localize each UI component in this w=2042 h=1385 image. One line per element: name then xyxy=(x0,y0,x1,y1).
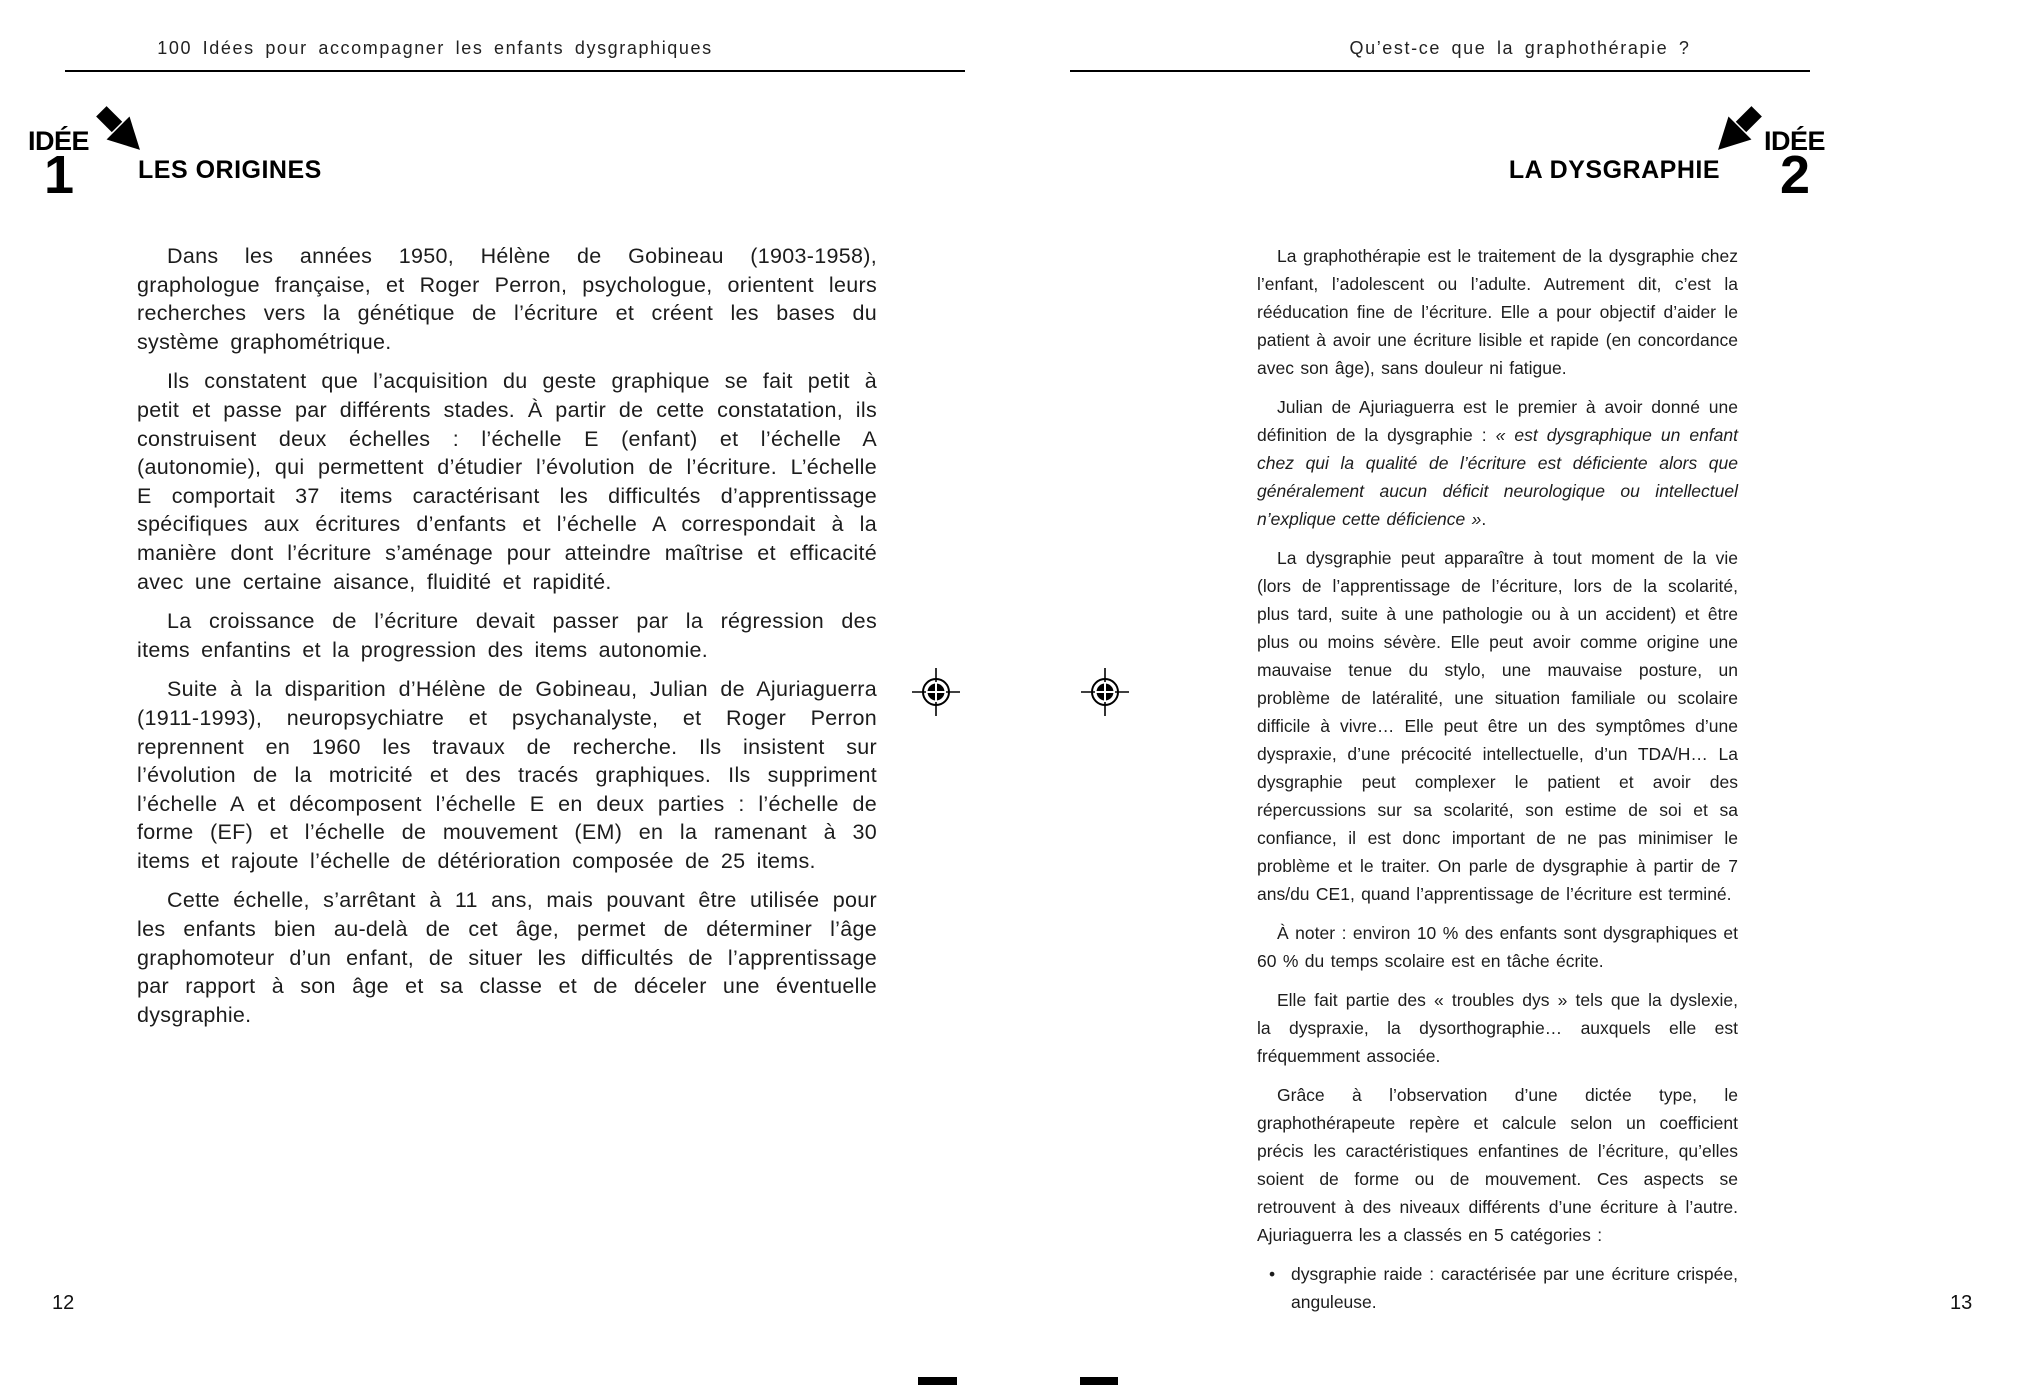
paragraph: Grâce à l’observation d’une dictée type, le graphothérapeute repère et calcule selon un coefficient précis les caractéristiques enfantines de l’écriture, qu’elles soient de forme ou de mouvement. Ces aspects se retrouvent à des niveaux différents d’une écriture à l’autre. Ajuriaguerra les a classés en 5 catégories : xyxy=(1257,1085,1738,1245)
header-rule-right xyxy=(1070,70,1810,72)
registration-mark-icon xyxy=(912,668,960,716)
paragraph: Ils constatent que l’acquisition du geste graphique se fait petit à petit et passe par différents stades. À partir de cette constatation, ils construisent deux échelles : l’échelle E (enfant) et l’échelle A (autonomie), qui permettent d’étudier l’évolution de l’écriture. L’échelle E comportait 37 items caractérisant les difficultés d’apprentissage spécifiques aux écritures d’enfants et l’échelle A correspondait à la manière dont l’écriture s’aménage pour atteindre maîtrise et efficacité avec une certaine aisance, fluidité et rapidité. xyxy=(137,369,877,594)
page-number-right: 13 xyxy=(1950,1292,1973,1314)
chapter-title-left: LES ORIGINES xyxy=(138,156,322,184)
header-rule-left xyxy=(65,70,965,72)
paragraph: La dysgraphie peut apparaître à tout moment de la vie (lors de l’apprentissage de l’écriture, lors de la scolarité, plus tard, suite à une pathologie ou à un accident) et être plus ou moins sévère. Elle peut avoir comme origine une mauvaise tenue du stylo, une mauvaise posture, un problème de latéralité, une situation familiale ou scolaire difficile à vivre… Elle peut être un des symptômes d’une dyspraxie, d’une précocité intellectuelle, d’un TDA/H… La dysgraphie peut complexer le patient et avoir des répercussions sur sa scolarité, son estime de soi et sa confiance, il est donc important de ne pas minimiser le problème et le traiter. On parle de dysgraphie à partir de 7 ans/du CE1, quand l’apprentissage de l’écriture est terminé. xyxy=(1257,548,1738,904)
bullet-text: dysgraphie raide : caractérisée par une écriture crispée, anguleuse. xyxy=(1291,1264,1738,1312)
idea-label-left: IDÉE xyxy=(28,126,90,156)
idea-number-right: 2 xyxy=(1780,145,1811,205)
registration-mark-icon xyxy=(1081,668,1129,716)
trim-mark xyxy=(1080,1377,1118,1385)
definition-paragraph xyxy=(1257,393,1738,533)
chapter-title-right: LA DYSGRAPHIE xyxy=(1508,156,1720,184)
idea-number-left: 1 xyxy=(44,145,75,205)
idea-label-right: IDÉE xyxy=(1764,126,1826,156)
arrow-down-right-icon xyxy=(94,104,140,157)
bullet-marker: • xyxy=(1269,1264,1276,1284)
definition-quote: « est dysgraphique un enfant chez qui la qualité de l’écriture est déficiente alors que généralement aucun déficit neurologique ou intellectuel n’explique cette déficience » xyxy=(1257,425,1738,529)
definition-intro: Julian de Ajuriaguerra est le premier à avoir donné une définition de la dysgraphie : xyxy=(1257,397,1738,445)
paragraph: Elle fait partie des « troubles dys » tels que la dyslexie, la dyspraxie, la dysorthographie… auxquels elle est fréquemment associée. xyxy=(1257,990,1738,1066)
running-head-left: 100 Idées pour accompagner les enfants dysgraphiques xyxy=(157,38,713,58)
definition-end: . xyxy=(1481,509,1487,529)
paragraph: Suite à la disparition d’Hélène de Gobineau, Julian de Ajuriaguerra (1911-1993), neuropsychiatre et psychanalyste, et Roger Perron reprennent en 1960 les travaux de recherche. Ils insistent sur l’évolution de la motricité et des tracés graphiques. Ils suppriment l’échelle A et décomposent l’échelle E en deux parties : l’échelle de forme (EF) et l’échelle de mouvement (EM) en la ramenant à 30 items et rajoute l’échelle de détérioration composée de 25 items. xyxy=(137,677,877,873)
paragraph: La graphothérapie est le traitement de la dysgraphie chez l’enfant, l’adolescent ou l’adulte. Autrement dit, c’est la rééducation fine de l’écriture. Elle a pour objectif d’aider le patient à avoir une écriture lisible et rapide (en concordance avec son âge), sans douleur ni fatigue. xyxy=(1257,246,1738,378)
running-head-right: Qu’est-ce que la graphothérapie ? xyxy=(1349,38,1691,58)
body-text-left xyxy=(137,242,877,1040)
arrow-down-left-icon xyxy=(1718,104,1764,157)
trim-mark xyxy=(918,1377,957,1385)
body-text-right xyxy=(1257,242,1738,1327)
paragraph: À noter : environ 10 % des enfants sont dysgraphiques et 60 % du temps scolaire est en tâche écrite. xyxy=(1257,923,1738,971)
paragraph: La croissance de l’écriture devait passer par la régression des items enfantins et la progression des items autonomie. xyxy=(137,609,877,662)
bullet-item xyxy=(1257,1260,1738,1316)
paragraph: Cette échelle, s’arrêtant à 11 ans, mais pouvant être utilisée pour les enfants bien au-delà de cet âge, permet de déterminer l’âge graphomoteur d’un enfant, de situer les difficultés de l’apprentissage par rapport à son âge et sa classe et de déceler une éventuelle dysgraphie. xyxy=(137,888,877,1027)
paragraph: Dans les années 1950, Hélène de Gobineau (1903-1958), graphologue française, et Roger Perron, psychologue, orientent leurs recherches vers la génétique de l’écriture et créent les bases du système graphométrique. xyxy=(137,244,877,354)
page-number-left: 12 xyxy=(52,1292,75,1314)
